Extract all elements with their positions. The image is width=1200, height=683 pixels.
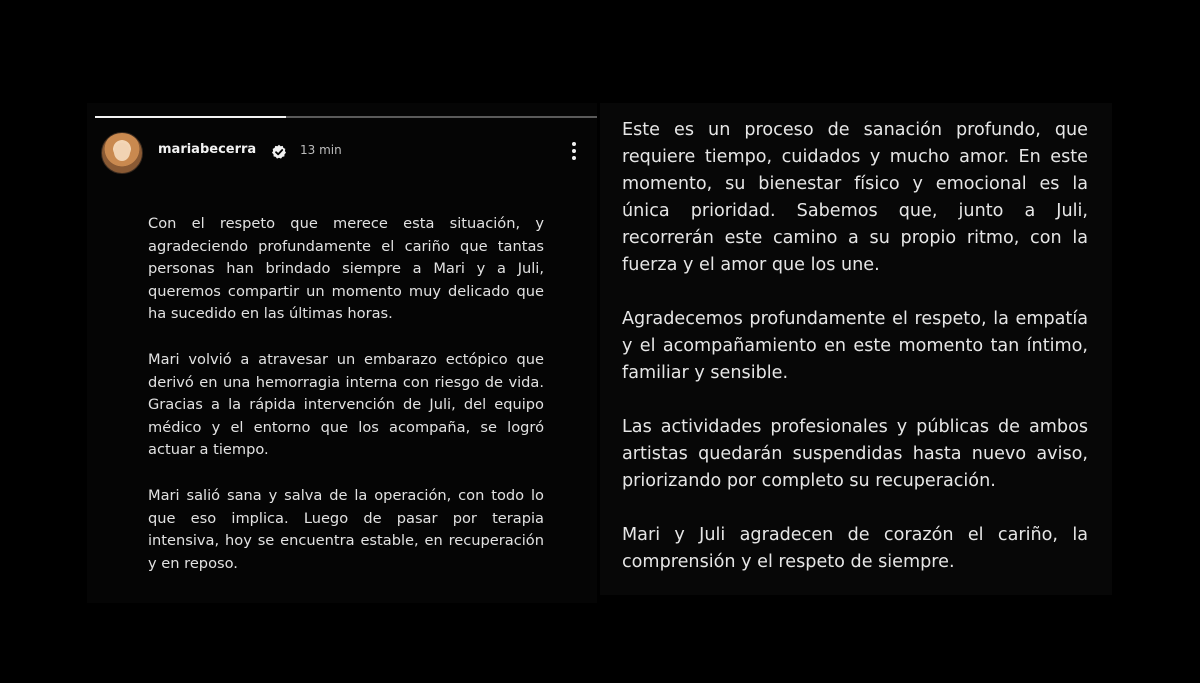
story-progress-fill [95,116,286,118]
paragraph: Mari salió sana y salva de la operación, con todo lo que eso implica. Luego de pasar por terapia intensiva, hoy se encuentra estable, en recuperación y en reposo. [148,486,544,572]
paragraph: Agradecemos profundamente el respeto, la empatía y el acompañamiento en este momento tan íntimo, familiar y sensible. [622,309,1088,383]
story-header [101,131,591,175]
paragraph: Con el respeto que merece esta situación, y agradeciendo profundamente el cariño que tantas personas han brindado siempre a Mari y a Juli, queremos compartir un momento muy delicado que ha sucedido en las últimas horas. [148,215,544,323]
more-options-icon[interactable] [569,140,579,164]
paragraph: Las actividades profesionales y públicas de ambos artistas quedarán suspendidas hasta nuevo aviso, priorizando por completo su recuperación. [622,417,1088,491]
paragraph: Este es un proceso de sanación profundo, que requiere tiempo, cuidados y mucho amor. En este momento, su bienestar físico y emocional es la única prioridad. Sabemos que, junto a Juli, recorrerán este camino a su propio ritmo, con la fuerza y el amor que los une. [622,120,1088,275]
avatar-face [114,143,130,161]
paragraph: Mari volvió a atravesar un embarazo ectópico que derivó en una hemorragia interna con riesgo de vida. Gracias a la rápida intervención de Juli, del equipo médico y el entorno que los acompaña, se logró actuar a tiempo. [148,350,544,459]
story-panel-left [87,103,597,603]
story-progress-bar [95,116,597,118]
story-text-left [148,213,544,598]
username[interactable]: mariabecerra [158,142,257,157]
story-text-right [622,117,1088,603]
story-panel-right [600,103,1112,595]
avatar[interactable] [101,132,143,174]
verified-badge-icon [271,144,287,160]
paragraph: Mari y Juli agradecen de corazón el cariño, la comprensión y el respeto de siempre. [622,525,1088,572]
post-time: 13 min [300,143,342,157]
